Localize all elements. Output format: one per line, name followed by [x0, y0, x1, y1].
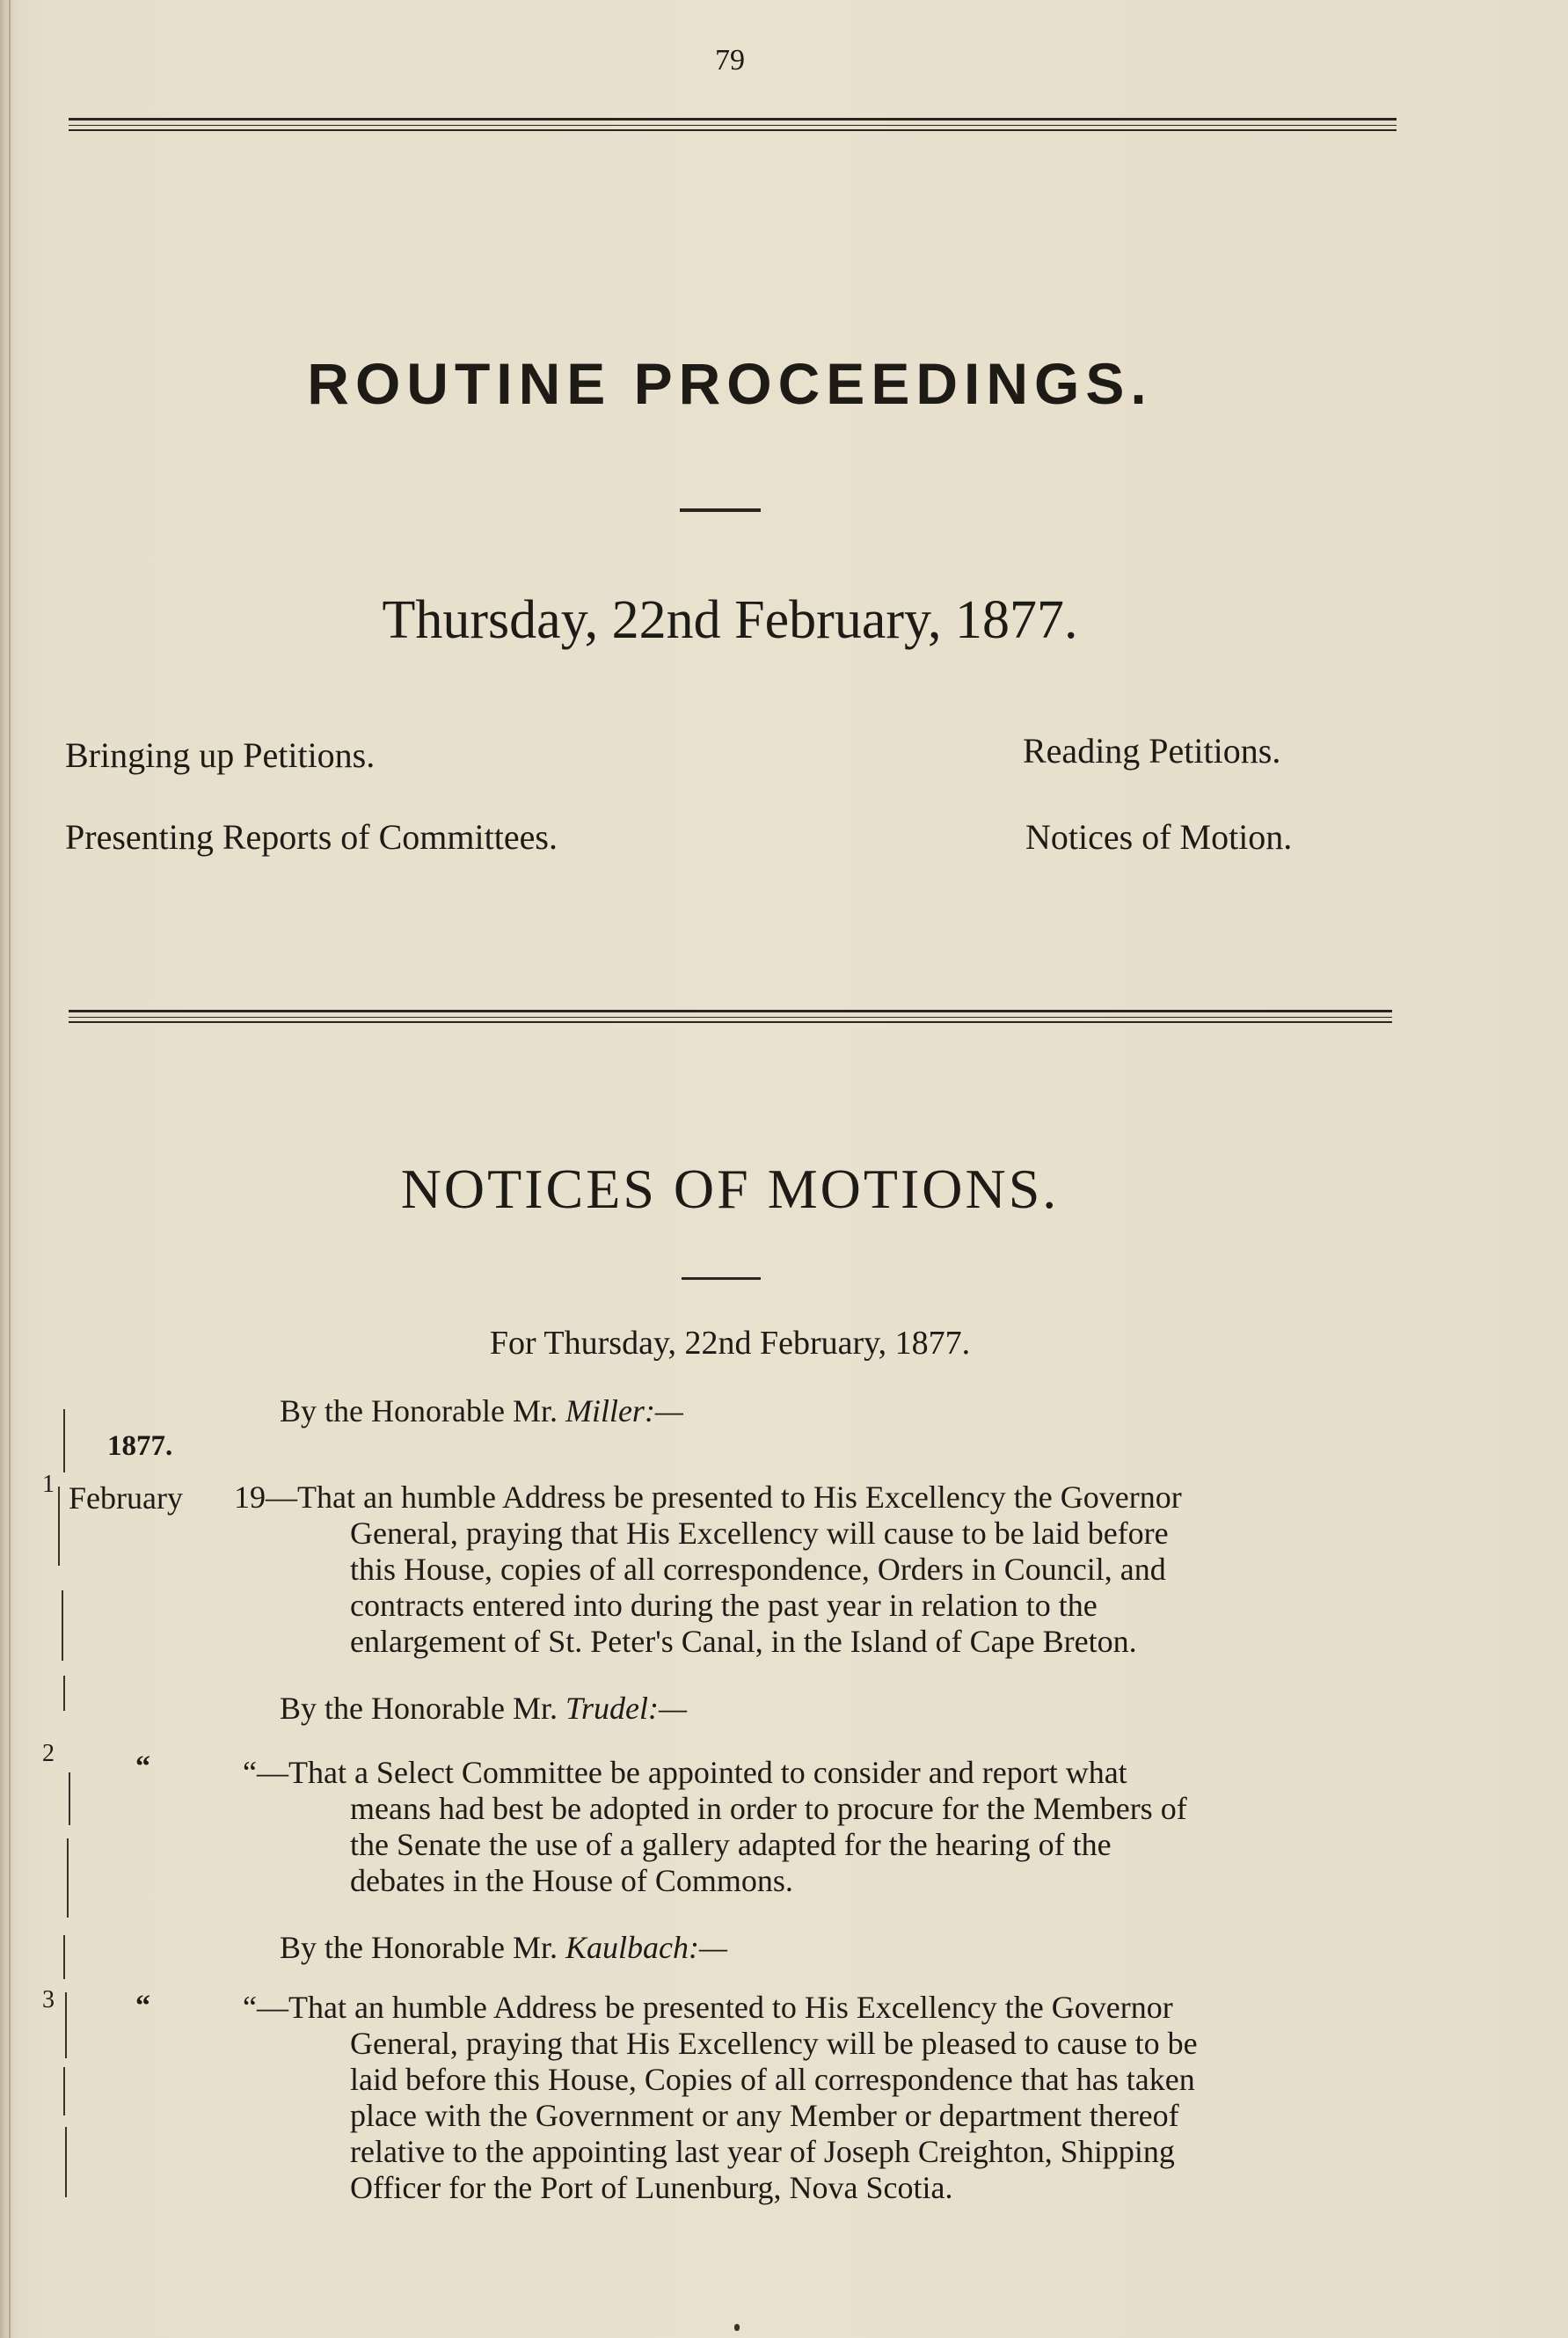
title-divider: [680, 508, 761, 512]
page-foot-mark: [734, 2324, 740, 2331]
routine-date: Thursday, 22nd February, 1877.: [382, 590, 1078, 650]
margin-bar: [63, 2067, 65, 2115]
routine-proceedings-title: ROUTINE PROCEEDINGS.: [307, 351, 1153, 416]
routine-item-notices-of-motion: Notices of Motion.: [1025, 817, 1293, 857]
motion-2-text: “—That a Select Committee be appointed to consider and report what means had best be adopted in order to procure for the Members of the Senate the use of a gallery adapted for the hearing of the debates in the House of Commons.: [243, 1755, 1187, 1898]
motion-2-mover: By the Honorable Mr. Trudel:—: [280, 1691, 687, 1726]
motion-1-number: 1: [42, 1471, 55, 1498]
margin-bar: [65, 2127, 67, 2197]
page-number: 79: [715, 44, 745, 77]
motion-3-text: “—That an humble Address be presented to His Excellency the Governor General, praying that His Excellency will be pleased to cause to be laid before this House, Copies of all correspondence that has taken place with the Government or any Member or department thereof relative to the appointing last year of Joseph Creighton, Shipping Officer for the Port of Lunenburg, Nova Scotia.: [243, 1990, 1198, 2205]
margin-bar: [69, 1772, 70, 1825]
notices-for-date: For Thursday, 22nd February, 1877.: [489, 1325, 971, 1362]
motion-2-number: 2: [42, 1740, 55, 1767]
margin-bar: [67, 1838, 69, 1918]
motion-3-ditto: “: [135, 1990, 150, 2022]
margin-bar: [63, 1676, 65, 1711]
routine-item-presenting-reports: Presenting Reports of Committees.: [65, 817, 558, 857]
margin-bar: [58, 1487, 60, 1566]
top-double-rule: [69, 118, 1397, 131]
motion-1-mover: By the Honorable Mr. Miller:—: [280, 1393, 683, 1428]
motion-2-ditto: “: [135, 1750, 150, 1783]
notices-of-motions-title: NOTICES OF MOTIONS.: [400, 1158, 1060, 1220]
notices-divider: [682, 1277, 761, 1280]
middle-double-rule: [69, 1010, 1392, 1023]
motion-1-date-label: February: [69, 1480, 183, 1516]
routine-item-bringing-up-petitions: Bringing up Petitions.: [65, 735, 376, 775]
margin-bar: [63, 1935, 65, 1979]
routine-item-reading-petitions: Reading Petitions.: [1023, 731, 1281, 771]
margin-bar: [62, 1590, 63, 1661]
motions-year: 1877.: [107, 1430, 173, 1462]
margin-bar: [65, 1992, 67, 2058]
motion-3-number: 3: [42, 1986, 55, 2013]
margin-bar: [63, 1409, 65, 1472]
motion-1-text: 19—That an humble Address be presented to His Excellency the Governor General, praying that His Excellency will cause to be laid before this House, copies of all correspondence, Orders in Council, and contracts entered into during the past year in relation to the enlargement of St. Peter's Canal, in the Island of Cape Breton.: [234, 1480, 1182, 1659]
motion-3-mover: By the Honorable Mr. Kaulbach:—: [280, 1930, 727, 1965]
